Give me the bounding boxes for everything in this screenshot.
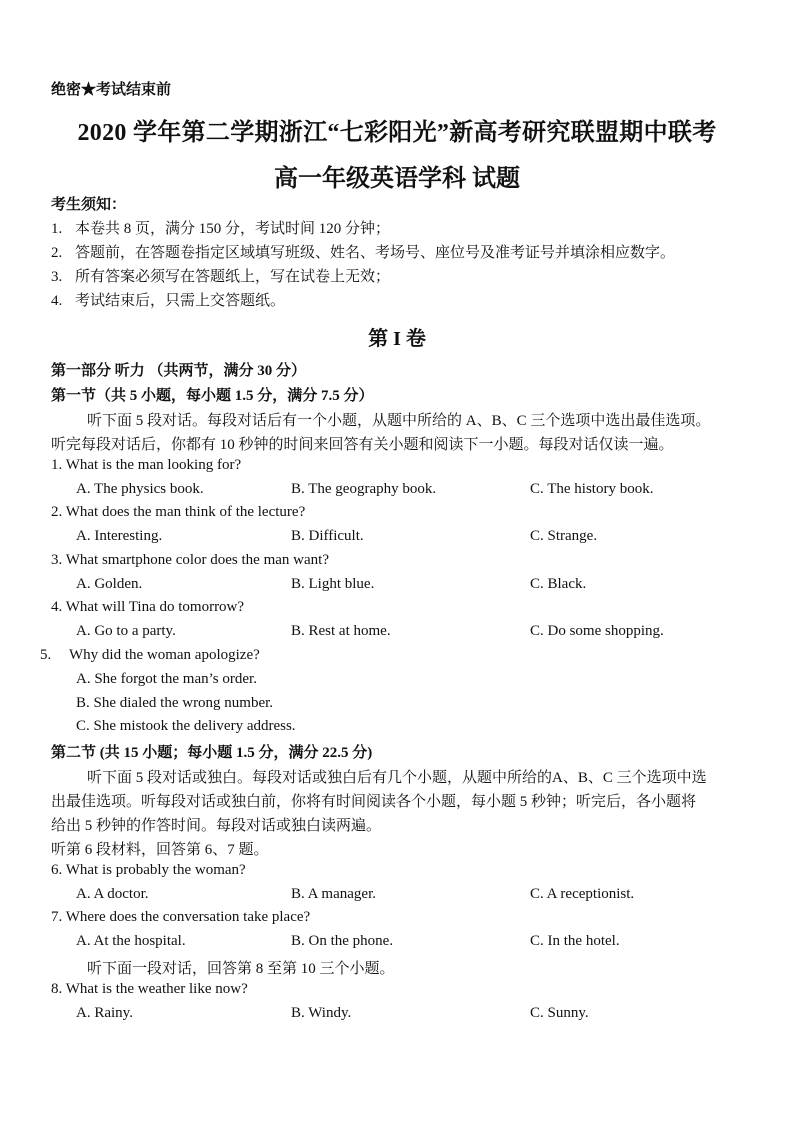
option-a: A. She forgot the man’s order. [76, 671, 257, 687]
option-c: C. Strange. [530, 528, 598, 544]
part1-heading: 第一部分 听力 （共两节，满分 30 分） [51, 363, 307, 379]
option-a: A. The physics book. [76, 481, 204, 497]
exam-subtitle: 高一年级英语学科 试题 [274, 166, 520, 192]
volume-title: 第 I 卷 [368, 328, 426, 350]
option-b: B. Difficult. [291, 528, 364, 544]
option-b: B. Windy. [291, 1005, 352, 1021]
question-number: 5. [40, 647, 52, 663]
option-b: B. Rest at home. [291, 623, 391, 639]
option-a: A. Golden. [76, 576, 143, 592]
section2-heading: 第二节 (共 15 小题；每小题 1.5 分，满分 22.5 分) [51, 745, 373, 761]
section2-instruction: 给出 5 秒钟的作答时间。每段对话或独白读两遍。 [51, 818, 382, 834]
material-instruction: 听第 6 段材料，回答第 6、7 题。 [51, 842, 269, 858]
note-text: 考试结束后，只需上交答题纸。 [75, 293, 286, 309]
note-text: 答题前，在答题卷指定区域填写班级、姓名、考场号、座位号及准考证号并填涂相应数字。 [75, 245, 676, 261]
material-instruction: 听下面一段对话，回答第 8 至第 10 三个小题。 [87, 961, 395, 977]
option-c: C. The history book. [530, 481, 654, 497]
section1-heading: 第一节（共 5 小题，每小题 1.5 分，满分 7.5 分） [51, 388, 374, 404]
question-stem: 8. What is the weather like now? [51, 981, 248, 997]
exam-title: 2020 学年第二学期浙江“七彩阳光”新高考研究联盟期中联考 [77, 120, 717, 146]
question-stem: 4. What will Tina do tomorrow? [51, 599, 245, 615]
option-a: A. Go to a party. [76, 623, 176, 639]
option-b: B. She dialed the wrong number. [76, 695, 274, 711]
option-a: A. A doctor. [76, 886, 149, 902]
section2-instruction: 出最佳选项。听每段对话或独白前，你将有时间阅读各个小题，每小题 5 秒钟；听完后，各小题将 [51, 794, 697, 810]
section2-instruction: 听下面 5 段对话或独白。每段对话或独白后有几个小题，从题中所给的A、B、C 三个选项中选 [87, 770, 707, 786]
notes-heading: 考生须知： [51, 197, 127, 213]
option-b: B. On the phone. [291, 933, 394, 949]
note-item [51, 265, 390, 286]
option-c: C. Black. [530, 576, 587, 592]
question-stem: 6. What is probably the woman? [51, 862, 246, 878]
note-item [51, 289, 285, 310]
note-number: 2. [51, 245, 63, 261]
option-c: C. A receptionist. [530, 886, 635, 902]
question-stem: Why did the woman apologize? [69, 647, 260, 663]
question-stem: 3. What smartphone color does the man want? [51, 552, 329, 568]
option-b: B. The geography book. [291, 481, 437, 497]
option-a: A. At the hospital. [76, 933, 186, 949]
note-number: 4. [51, 293, 63, 309]
option-b: B. A manager. [291, 886, 376, 902]
option-c: C. Sunny. [530, 1005, 589, 1021]
note-item [51, 217, 390, 238]
option-c: C. Do some shopping. [530, 623, 664, 639]
note-text: 本卷共 8 页，满分 150 分，考试时间 120 分钟； [75, 221, 391, 237]
note-number: 3. [51, 269, 63, 285]
option-a: A. Interesting. [76, 528, 163, 544]
question-stem: 7. Where does the conversation take place? [51, 909, 311, 925]
option-a: A. Rainy. [76, 1005, 133, 1021]
section1-instruction: 听完每段对话后，你都有 10 秒钟的时间来回答有关小题和阅读下一小题。每段对话仅读一遍。 [51, 437, 674, 453]
note-item [51, 241, 675, 262]
question-stem: 1. What is the man looking for? [51, 457, 242, 473]
option-c: C. She mistook the delivery address. [76, 718, 296, 734]
note-text: 所有答案必须写在答题纸上，写在试卷上无效； [75, 269, 391, 285]
option-b: B. Light blue. [291, 576, 375, 592]
confidential-label: 绝密★考试结束前 [51, 82, 172, 98]
question-stem: 2. What does the man think of the lecture? [51, 504, 306, 520]
section1-instruction: 听下面 5 段对话。每段对话后有一个小题，从题中所给的 A、B、C 三个选项中选出最佳选项。 [87, 413, 711, 429]
option-c: C. In the hotel. [530, 933, 620, 949]
note-number: 1. [51, 221, 63, 237]
